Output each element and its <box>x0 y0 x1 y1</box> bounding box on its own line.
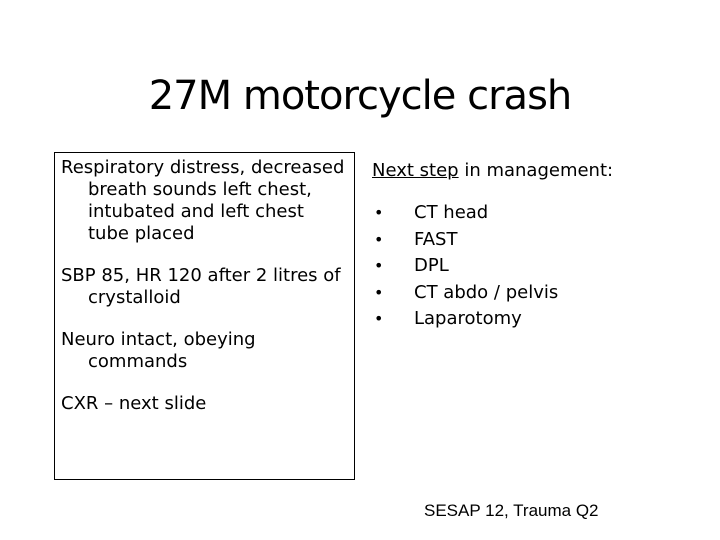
source-reference: SESAP 12, Trauma Q2 <box>424 501 599 520</box>
option-laparotomy <box>372 306 702 333</box>
options-list <box>372 200 702 333</box>
option-fast <box>372 227 702 254</box>
question-heading-rest: in management: <box>458 160 614 181</box>
option-ct-head <box>372 200 702 227</box>
option-label: FAST <box>414 228 458 250</box>
case-paragraph-cxr: CXR – next slide <box>61 393 207 414</box>
option-label: Laparotomy <box>414 308 522 329</box>
case-paragraph-respiratory: Respiratory distress, decreased breath sounds left chest, intubated and left chest tube placed <box>61 157 345 244</box>
question-heading-underlined: Next step <box>372 160 459 181</box>
bullet-icon: • <box>374 256 384 275</box>
bullet-icon: • <box>374 203 384 222</box>
bullet-icon: • <box>374 282 384 302</box>
option-ct-abdo-pelvis <box>372 280 702 307</box>
option-dpl <box>372 253 702 280</box>
option-label: CT head <box>414 202 489 223</box>
option-label: DPL <box>414 255 449 276</box>
case-paragraph-neuro: Neuro intact, obeying commands <box>61 329 256 372</box>
bullet-icon: • <box>374 229 384 249</box>
slide-title: 27M motorcycle crash <box>148 73 572 119</box>
case-summary-box <box>54 152 355 480</box>
question-heading <box>372 160 702 182</box>
case-paragraph-vitals: SBP 85, HR 120 after 2 litres of crystalloid <box>61 265 341 308</box>
question-panel <box>372 160 702 333</box>
option-label: CT abdo / pelvis <box>414 281 559 303</box>
bullet-icon: • <box>374 309 384 328</box>
